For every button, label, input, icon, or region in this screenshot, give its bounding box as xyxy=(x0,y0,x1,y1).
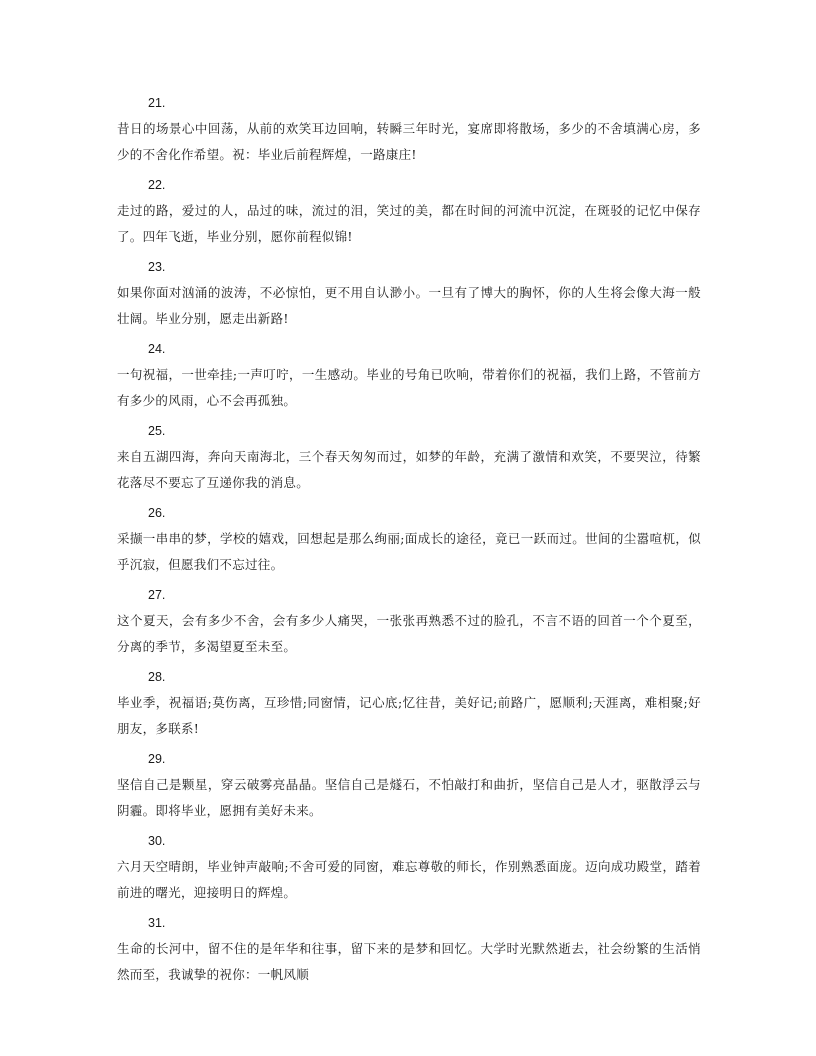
entry-number: 24. xyxy=(148,342,166,356)
list-item xyxy=(117,586,701,659)
list-item xyxy=(117,422,701,495)
list-item xyxy=(117,668,701,741)
entry-text: 昔日的场景心中回荡，从前的欢笑耳边回响，转瞬三年时光，宴席即将散场，多少的不舍填满心房，多少的不舍化作希望。祝：毕业后前程辉煌，一路康庄! xyxy=(117,121,701,162)
entry-number: 26. xyxy=(148,506,166,520)
list-item xyxy=(117,750,701,823)
entry-text: 走过的路，爱过的人，品过的味，流过的泪，笑过的美，都在时间的河流中沉淀，在斑驳的记忆中保存了。四年飞逝，毕业分别，愿你前程似锦! xyxy=(117,203,701,244)
entry-number: 23. xyxy=(148,260,166,274)
list-item xyxy=(117,340,701,413)
entry-text: 坚信自己是颗星，穿云破雾亮晶晶。坚信自己是燧石，不怕敲打和曲折，坚信自己是人才，驱散浮云与阴霾。即将毕业，愿拥有美好未来。 xyxy=(117,777,701,818)
entry-text: 这个夏天，会有多少不舍，会有多少人痛哭，一张张再熟悉不过的脸孔，不言不语的回首一个个夏至，分离的季节，多渴望夏至未至。 xyxy=(117,613,701,654)
entry-number: 25. xyxy=(148,424,166,438)
entry-number: 29. xyxy=(148,752,166,766)
entry-text: 来自五湖四海，奔向天南海北，三个春天匆匆而过，如梦的年龄，充满了激情和欢笑，不要哭泣，待繁花落尽不要忘了互递你我的消息。 xyxy=(117,449,701,490)
entry-number: 27. xyxy=(148,588,166,602)
entry-text: 生命的长河中，留不住的是年华和往事，留下来的是梦和回忆。大学时光默然逝去，社会纷繁的生活悄然而至，我诚挚的祝你：一帆风顺 xyxy=(117,941,701,982)
list-item xyxy=(117,94,701,167)
entry-text: 六月天空晴朗，毕业钟声敲响;不舍可爱的同窗，难忘尊敬的师长，作别熟悉面庞。迈向成功殿堂，踏着前进的曙光，迎接明日的辉煌。 xyxy=(117,859,701,900)
entry-number: 28. xyxy=(148,670,166,684)
entry-number: 31. xyxy=(148,916,166,930)
list-item xyxy=(117,504,701,577)
entry-list xyxy=(117,94,701,996)
list-item xyxy=(117,914,701,987)
entry-number: 30. xyxy=(148,834,166,848)
entry-number: 22. xyxy=(148,178,166,192)
list-item xyxy=(117,832,701,905)
list-item xyxy=(117,176,701,249)
entry-text: 如果你面对汹涌的波涛，不必惊怕，更不用自认渺小。一旦有了博大的胸怀，你的人生将会像大海一般壮阔。毕业分别，愿走出新路! xyxy=(117,285,701,326)
entry-text: 采撷一串串的梦，学校的嬉戏，回想起是那么绚丽;面成长的途径，竟已一跃而过。世间的尘嚣喧杌，似乎沉寂，但愿我们不忘过往。 xyxy=(117,531,701,572)
entry-number: 21. xyxy=(148,96,166,110)
entry-text: 毕业季，祝福语;莫伤离，互珍惜;同窗情，记心底;忆往昔，美好记;前路广，愿顺利;天涯离，难相聚;好朋友，多联系! xyxy=(117,695,701,736)
list-item xyxy=(117,258,701,331)
entry-text: 一句祝福，一世牵挂;一声叮咛，一生感动。毕业的号角已吹响，带着你们的祝福，我们上路，不管前方有多少的风雨，心不会再孤独。 xyxy=(117,367,701,408)
